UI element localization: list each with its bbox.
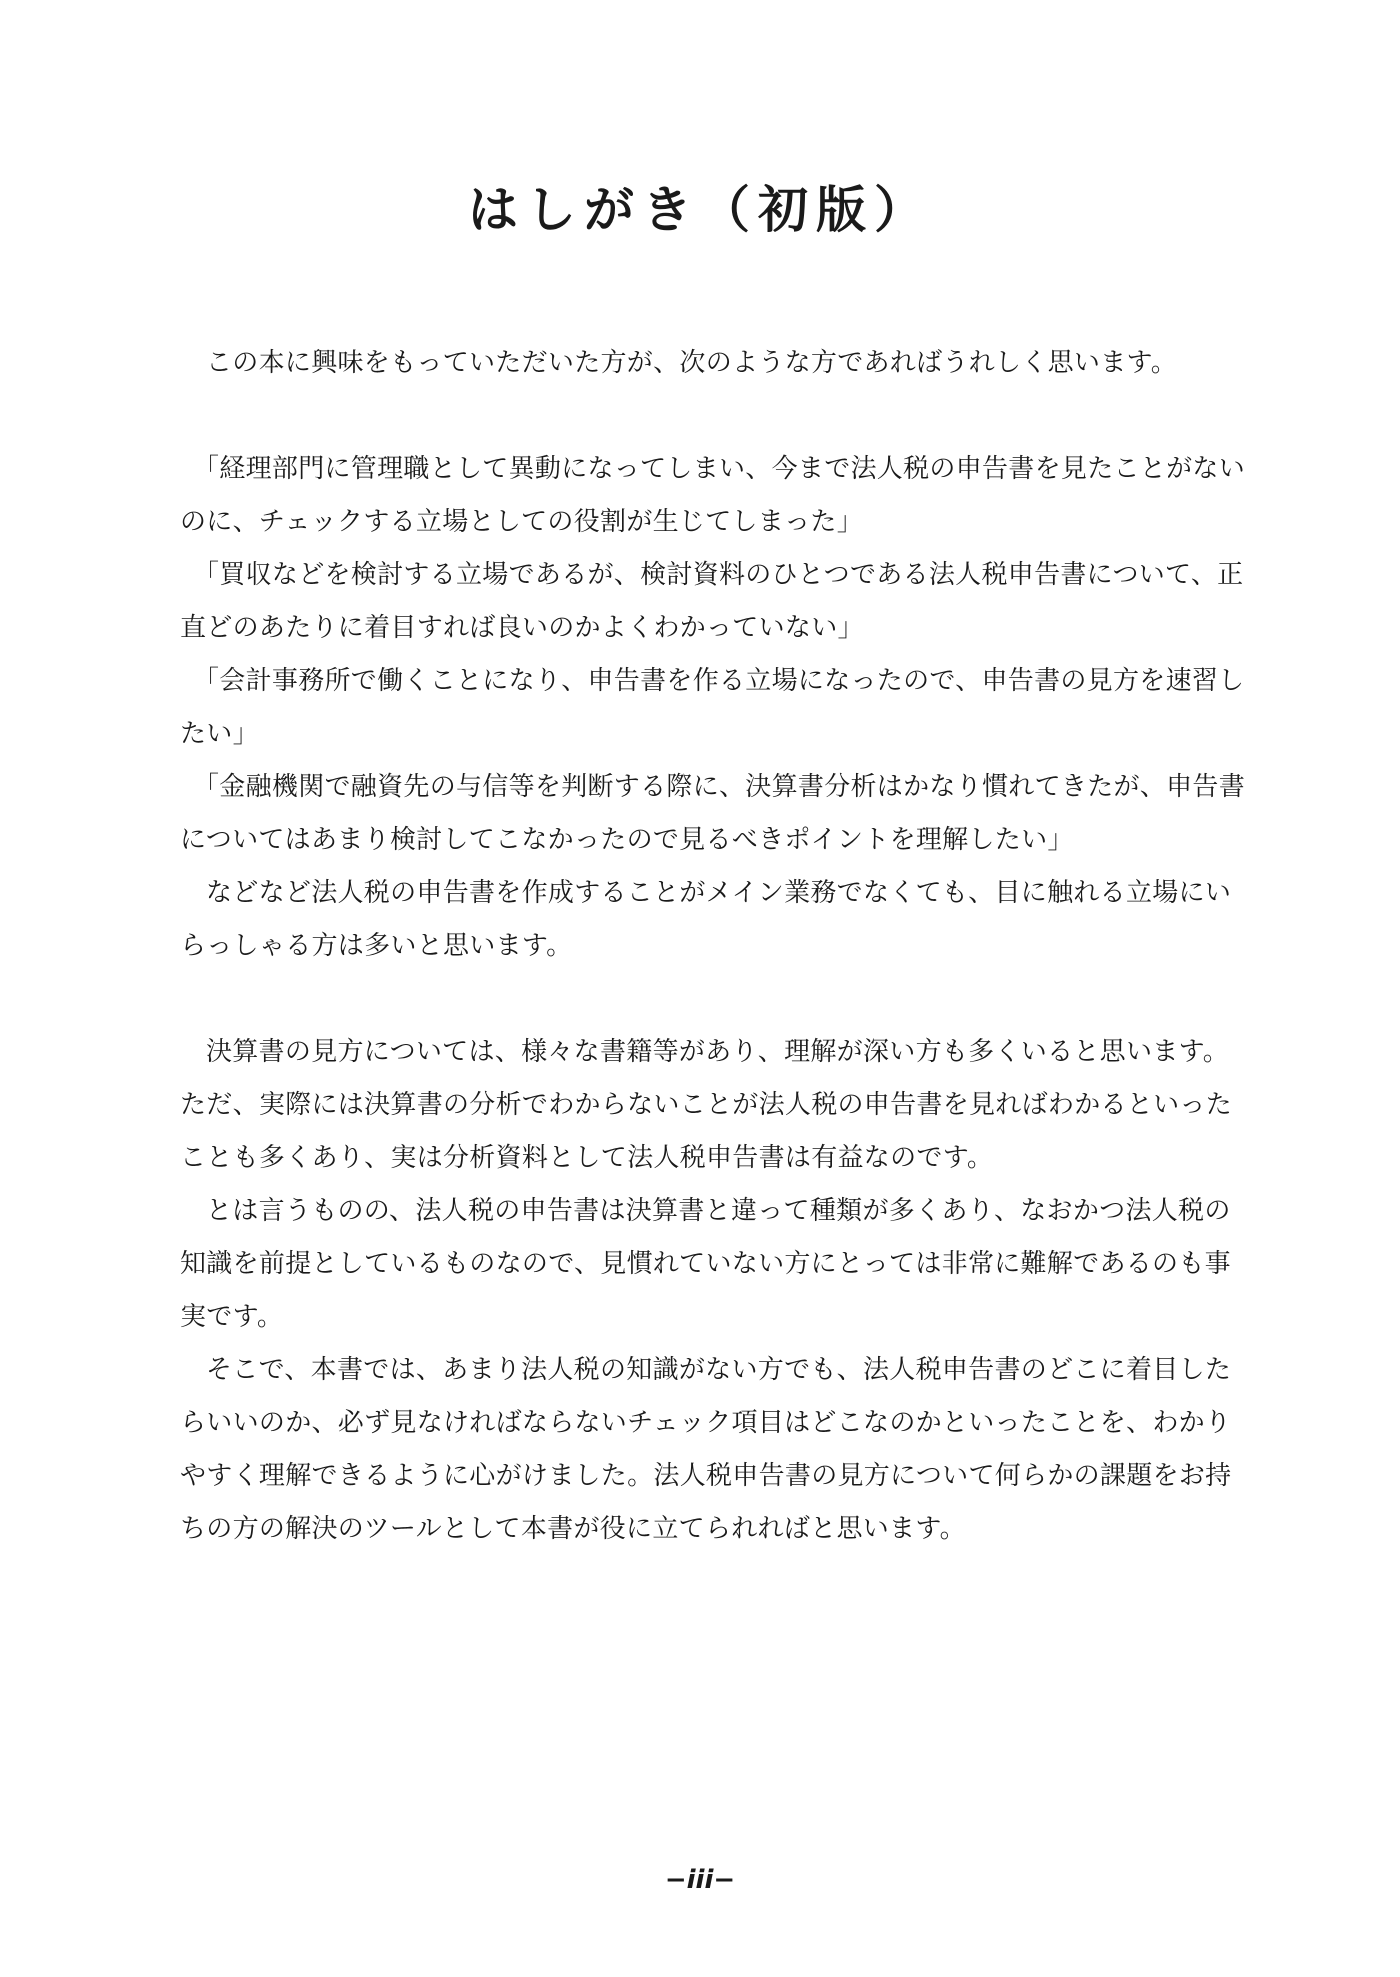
paragraph-quote-accounting-firm: 「会計事務所で働くことになり、申告書を作る立場になったので、申告書の見方を速習したい」 [180,666,1245,749]
paragraph-book-purpose: そこで、本書では、あまり法人税の知識がない方でも、法人税申告書のどこに着目したらいいのか、必ず見なければならないチェック項目はどこなのかといったことを、わかりやすく理解できるように心がけました。法人税申告書の見方について何らかの課題をお持ちの方の解決のツールとして本書が役に立てられればと思います。 [180,1355,1232,1544]
paragraph-complexity: とは言うものの、法人税の申告書は決算書と違って種類が多くあり、なおかつ法人税の知識を前提としているものなので、見慣れていない方にとっては非常に難解であるのも事実です。 [180,1196,1231,1332]
page-number: −iii− [664,1865,736,1895]
paragraph-gap [180,973,1245,1026]
paragraph-intro: この本に興味をもっていただいた方が、次のような方であればうれしく思います。 [206,348,1178,378]
page-title: はしがき（初版） [468,181,932,239]
paragraph-quote-financial-institution: 「金融機関で融資先の与信等を判断する際に、決算書分析はかなり慣れてきたが、申告書についてはあまり検討してこなかったので見るべきポイントを理解したい」 [180,772,1246,855]
preface-body [180,337,1245,1556]
paragraph-gap [180,390,1245,443]
paragraph-quote-acquisition: 「買収などを検討する立場であるが、検討資料のひとつである法人税申告書について、正直どのあたりに着目すれば良いのかよくわかっていない」 [180,560,1244,643]
paragraph-quote-accounting-manager: 「経理部門に管理職として異動になってしまい、今まで法人税の申告書を見たことがないのに、チェックする立場としての役割が生じてしまった」 [180,454,1246,537]
paragraph-financial-statements: 決算書の見方については、様々な書籍等があり、理解が深い方も多くいると思います。ただ、実際には決算書の分析でわからないことが法人税の申告書を見ればわかるといったことも多くあり、実は分析資料として法人税申告書は有益なのです。 [180,1037,1233,1173]
paragraph-many-readers: などなど法人税の申告書を作成することがメイン業務でなくても、目に触れる立場にいらっしゃる方は多いと思います。 [180,878,1232,961]
